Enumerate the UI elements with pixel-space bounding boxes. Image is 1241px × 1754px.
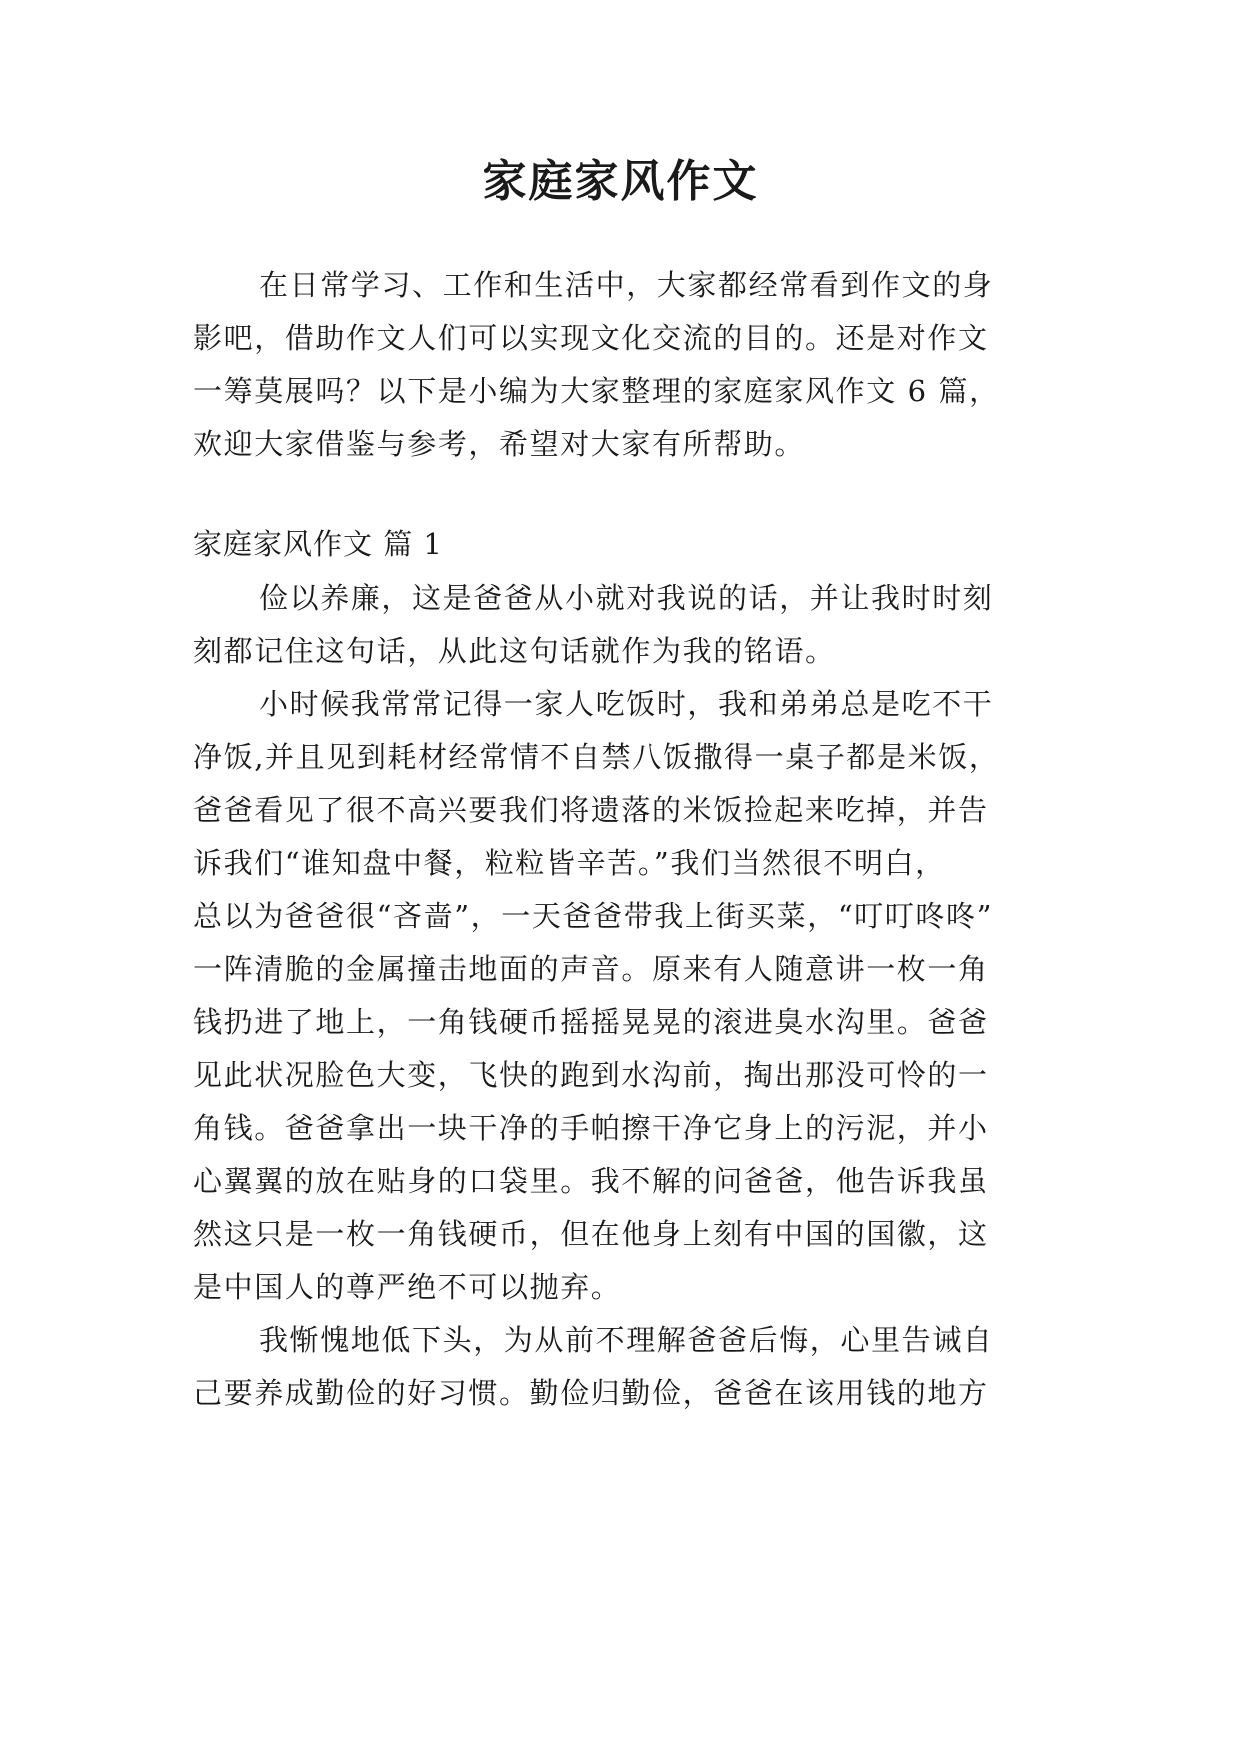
paragraph-line: 俭以养廉，这是爸爸从小就对我说的话，并让我时时刻 bbox=[259, 581, 994, 615]
paragraph-line: 一阵清脆的金属撞击地面的声音。原来有人随意讲一枚一角 bbox=[193, 952, 989, 986]
paragraph-line: 爸爸看见了很不高兴要我们将遗落的米饭捡起来吃掉，并告 bbox=[193, 793, 989, 827]
intro-line: 在日常学习、工作和生活中，大家都经常看到作文的身 bbox=[259, 268, 994, 302]
paragraph-line: 总以为爸爸很“吝啬”，一天爸爸带我上街买菜，“叮叮咚咚” bbox=[193, 899, 994, 933]
paragraph-line: 诉我们“谁知盘中餐，粒粒皆辛苦。”我们当然很不明白， bbox=[193, 846, 946, 880]
paragraph-line: 然这只是一枚一角钱硬币，但在他身上刻有中国的国徽，这 bbox=[193, 1217, 989, 1251]
intro-line: 一筹莫展吗？以下是小编为大家整理的家庭家风作文 6 篇， bbox=[193, 374, 1000, 408]
intro-line: 影吧，借助作文人们可以实现文化交流的目的。还是对作文 bbox=[193, 321, 989, 355]
paragraph-line: 心翼翼的放在贴身的口袋里。我不解的问爸爸，他告诉我虽 bbox=[193, 1164, 989, 1198]
paragraph-line: 钱扔进了地上，一角钱硬币摇摇晃晃的滚进臭水沟里。爸爸 bbox=[193, 1005, 989, 1039]
paragraph-line: 见此状况脸色大变，飞快的跑到水沟前，掏出那没可怜的一 bbox=[193, 1058, 989, 1092]
paragraph-line: 己要养成勤俭的好习惯。勤俭归勤俭，爸爸在该用钱的地方 bbox=[193, 1376, 989, 1410]
intro-line: 欢迎大家借鉴与参考，希望对大家有所帮助。 bbox=[193, 427, 806, 461]
paragraph-line: 净饭,并且见到耗材经常情不自禁八饭撒得一桌子都是米饭， bbox=[193, 740, 1000, 774]
paragraph-line: 刻都记住这句话，从此这句话就作为我的铭语。 bbox=[193, 634, 836, 668]
paragraph-line: 小时候我常常记得一家人吃饭时，我和弟弟总是吃不干 bbox=[259, 687, 994, 721]
document-title: 家庭家风作文 bbox=[482, 156, 759, 207]
section-heading: 家庭家风作文 篇 1 bbox=[193, 527, 443, 561]
paragraph-line: 是中国人的尊严绝不可以抛弃。 bbox=[193, 1270, 622, 1304]
paragraph-line: 我惭愧地低下头，为从前不理解爸爸后悔，心里告诫自 bbox=[259, 1323, 994, 1357]
paragraph-line: 角钱。爸爸拿出一块干净的手帕擦干净它身上的污泥，并小 bbox=[193, 1111, 989, 1145]
